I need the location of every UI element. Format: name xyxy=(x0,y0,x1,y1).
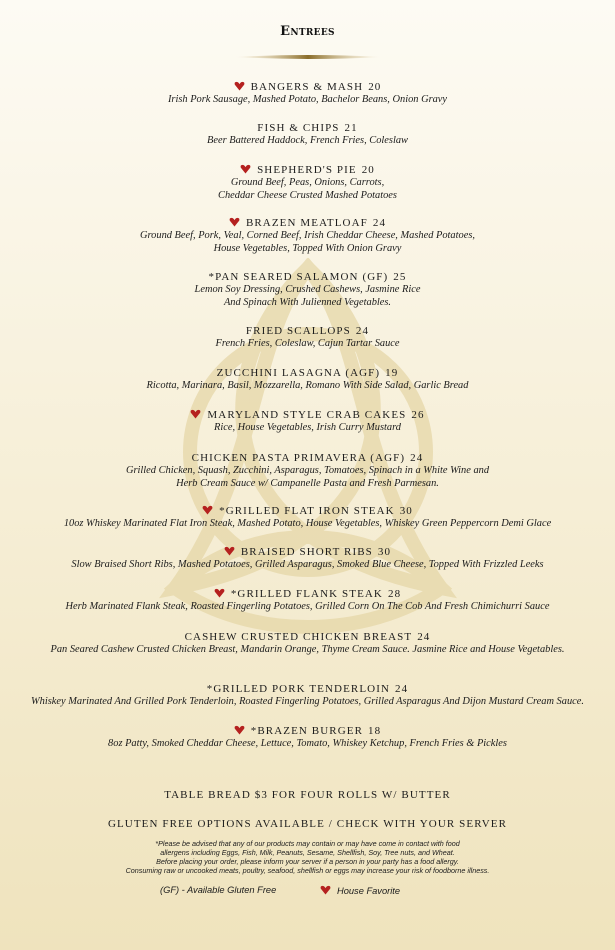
legend-house-favorite xyxy=(320,885,400,896)
menu-item-description: Ricotta, Marinara, Basil, Mozzarella, Romano With Side Salad, Garlic Bread xyxy=(146,380,469,391)
menu-item-description: 10oz Whiskey Marinated Flat Iron Steak, Mashed Potato, House Vegetables, Whiskey Green Peppercorn Demi Glace xyxy=(63,518,552,529)
menu-item-description: And Spinach With Julienned Vegetables. xyxy=(223,296,392,308)
menu-item-description: Rice, House Vegetables, Irish Curry Mustard xyxy=(214,422,401,433)
menu-item-price: 24 xyxy=(372,217,387,229)
menu-item xyxy=(0,545,615,572)
menu-item-name: CHICKEN PASTA PRIMAVERA (AGF) xyxy=(191,452,406,464)
page-title: Entrees xyxy=(280,24,335,39)
menu-item-heading xyxy=(0,408,615,422)
menu-item-price: 26 xyxy=(411,409,425,421)
menu-item-heading xyxy=(0,545,615,559)
menu-item-price: 20 xyxy=(368,81,382,93)
menu-item-price: 24 xyxy=(410,452,424,464)
menu-item-heading xyxy=(0,163,615,177)
menu-item xyxy=(0,724,615,751)
menu-item-heading xyxy=(0,324,615,338)
menu-item-description: House Vegetables, Topped With Onion Gravy xyxy=(213,242,402,254)
menu-item-heading xyxy=(0,80,615,94)
menu-item xyxy=(0,216,615,255)
menu-item-description: 8oz Patty, Smoked Cheddar Cheese, Lettuce, Tomato, Whiskey Ketchup, French Fries & Pickles xyxy=(108,738,507,749)
menu-item-heading xyxy=(0,630,615,644)
menu-item xyxy=(0,163,615,202)
menu-item-description: Beer Battered Haddock, French Fries, Coleslaw xyxy=(207,135,408,146)
menu-item-price: 18 xyxy=(368,725,382,737)
house-favorite-heart-icon xyxy=(224,546,235,556)
menu-item-price: 24 xyxy=(355,325,370,337)
menu-item-price: 24 xyxy=(395,683,409,695)
menu-item-heading xyxy=(0,366,615,380)
house-favorite-heart-icon xyxy=(234,81,245,91)
house-favorite-heart-icon xyxy=(202,505,213,515)
menu-item xyxy=(0,121,615,148)
menu-item xyxy=(0,451,615,490)
menu-item xyxy=(0,366,615,393)
menu-item-name: *PAN SEARED SALAMON (GF) xyxy=(208,271,389,283)
menu-item-description: Grilled Chicken, Squash, Zucchini, Asparagus, Tomatoes, Spinach in a White Wine and xyxy=(125,465,490,476)
menu-item xyxy=(0,80,615,107)
menu-item-name: FRIED SCALLOPS xyxy=(245,325,351,337)
house-favorite-heart-icon xyxy=(214,588,225,598)
menu-item-name: FISH & CHIPS xyxy=(257,122,340,134)
legend-house-favorite-label: House Favorite xyxy=(337,886,401,896)
house-favorite-heart-icon xyxy=(229,217,240,227)
menu-item-heading xyxy=(0,504,615,518)
menu-item-name: *GRILLED PORK TENDERLOIN xyxy=(206,683,391,695)
menu-item-description: Ground Beef, Pork, Veal, Corned Beef, Irish Cheddar Cheese, Mashed Potatoes, xyxy=(140,230,475,241)
menu-item-price: 24 xyxy=(417,631,431,643)
heart-icon xyxy=(320,885,331,895)
menu-item-price: 21 xyxy=(344,122,358,134)
allergen-notice xyxy=(0,839,615,875)
menu-item-description: Lemon Soy Dressing, Crushed Cashews, Jasmine Rice xyxy=(194,284,421,295)
menu-item-price: 30 xyxy=(377,546,392,558)
menu-item-heading xyxy=(0,121,615,135)
menu-item-name: BRAZEN MEATLOAF xyxy=(245,217,368,229)
menu-item-heading xyxy=(0,216,615,230)
menu-item-price: 28 xyxy=(387,588,402,600)
menu-item-description: French Fries, Coleslaw, Cajun Tartar Sauce xyxy=(215,338,400,349)
menu-item-description: Ground Beef, Peas, Onions, Carrots, xyxy=(230,177,385,188)
allergen-notice-line: *Please be advised that any of our products may contain or may have come in contact with food xyxy=(155,839,460,848)
menu-item-heading xyxy=(0,270,615,284)
menu-item-description: Irish Pork Sausage, Mashed Potato, Bachelor Beans, Onion Gravy xyxy=(167,94,448,105)
menu-item-price: 19 xyxy=(385,367,399,379)
menu-item-heading xyxy=(0,587,615,601)
menu-item-description: Whiskey Marinated And Grilled Pork Tenderloin, Roasted Fingerling Potatoes, Grilled Asparagus And Dijon Mustard Cream Sauce. xyxy=(31,696,584,707)
menu-item xyxy=(0,408,615,435)
menu-item-heading xyxy=(0,682,615,696)
legend-gluten-free: (GF) - Available Gluten Free xyxy=(160,885,277,895)
menu-item-description: Herb Marinated Flank Steak, Roasted Fingerling Potatoes, Grilled Corn On The Cob And Fresh Chimichurri Sauce xyxy=(65,601,550,612)
menu-item xyxy=(0,270,615,309)
menu-item-name: *BRAZEN BURGER xyxy=(250,725,364,737)
menu-item-price: 30 xyxy=(399,505,413,517)
menu-item-description: Pan Seared Cashew Crusted Chicken Breast, Mandarin Orange, Thyme Cream Sauce. Jasmine Rice and House Vegetables. xyxy=(50,644,565,655)
menu-item-description: Cheddar Cheese Crusted Mashed Potatoes xyxy=(218,189,397,201)
menu-item xyxy=(0,587,615,614)
menu-item xyxy=(0,630,615,657)
menu-item-description: Herb Cream Sauce w/ Campanelle Pasta and Fresh Parmesan. xyxy=(176,477,439,489)
menu-item-name: *GRILLED FLAT IRON STEAK xyxy=(219,505,395,517)
menu-item-name: *GRILLED FLANK STEAK xyxy=(230,588,383,600)
menu-item-heading xyxy=(0,724,615,738)
title-divider xyxy=(234,52,382,62)
menu-item xyxy=(0,682,615,709)
gluten-free-note: GLUTEN FREE OPTIONS AVAILABLE / CHECK WITH YOUR SERVER xyxy=(107,818,508,830)
menu-item-name: MARYLAND STYLE CRAB CAKES xyxy=(207,409,407,421)
house-favorite-heart-icon xyxy=(190,409,201,419)
house-favorite-heart-icon xyxy=(234,725,245,735)
menu-item-name: ZUCCHINI LASAGNA (AGF) xyxy=(216,367,381,379)
menu-item-description: Slow Braised Short Ribs, Mashed Potatoes, Grilled Asparagus, Smoked Blue Cheese, Topped With Frizzled Leeks xyxy=(71,559,544,570)
menu-item-name: BANGERS & MASH xyxy=(250,81,364,93)
house-favorite-heart-icon xyxy=(240,164,251,174)
menu-item-name: SHEPHERD'S PIE xyxy=(257,164,357,176)
menu-item xyxy=(0,504,615,531)
menu-item-name: CASHEW CRUSTED CHICKEN BREAST xyxy=(184,631,413,643)
allergen-notice-line: allergens including Eggs, Fish, Milk, Peanuts, Sesame, Shellfish, Soy, Tree nuts, and Wheat. xyxy=(160,848,455,857)
allergen-notice-line: Before placing your order, please inform your server if a person in your party has a food allergy. xyxy=(156,857,459,866)
table-bread-note: TABLE BREAD $3 FOR FOUR ROLLS W/ BUTTER xyxy=(164,789,451,801)
menu-item-price: 25 xyxy=(393,271,407,283)
menu-item xyxy=(0,324,615,351)
menu-item-heading xyxy=(0,451,615,465)
allergen-notice-line: Consuming raw or uncooked meats, poultry, seafood, shellfish or eggs may increase your risk of foodborne illness. xyxy=(125,866,490,875)
menu-item-name: BRAISED SHORT RIBS xyxy=(240,546,373,558)
menu-item-price: 20 xyxy=(361,164,375,176)
